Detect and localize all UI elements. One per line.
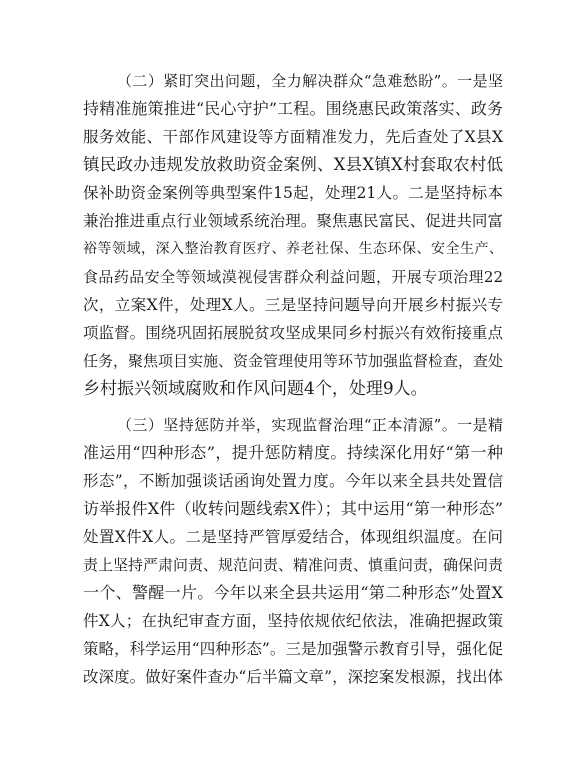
paragraph-line: 件X人；在执纪审查方面，坚持依规依纪依法，准确把握政策 xyxy=(83,612,503,630)
paragraph-line: 镇民政办违规发放救助资金案例、X县X镇X村套取农村低 xyxy=(83,155,503,174)
paragraph-line: 策略，科学运用“四种形态”。三是加强警示教育引导，强化促 xyxy=(83,640,503,658)
paragraph-line: 保补助资金案例等典型案件15起，处理21人。二是坚持标本 xyxy=(83,184,503,202)
paragraph-line: 次，立案X件，处理X人。三是坚持问题导向开展乡村振兴专 xyxy=(83,296,503,314)
paragraph-line: （二）紧盯突出问题，全力解决群众“急难愁盼”。一是坚 xyxy=(117,72,503,90)
paragraph-line: 持精准施策推进“民心守护”工程。围绕惠民政策落实、政务 xyxy=(83,99,503,118)
paragraph-line: 准运用“四种形态”，提升惩防精度。持续深化用好“第一种 xyxy=(83,443,503,462)
paragraph-line: 任务，聚焦项目实施、资金管理使用等环节加强监督检查，查处 xyxy=(83,352,503,370)
paragraph-line: 责上坚持严肃问责、规范问责、精准问责、慎重问责，确保问责 xyxy=(83,556,503,574)
paragraph-line: 裕等领域，深入整治教育医疗、养老社保、生态环保、安全生产、 xyxy=(83,241,503,257)
paragraph-line: 项监督。围绕巩固拓展脱贫攻坚成果同乡村振兴有效衔接重点 xyxy=(83,324,503,342)
paragraph-line: 一个、警醒一片。今年以来全县共运用“第二种形态”处置X xyxy=(83,583,503,602)
paragraph-line: 服务效能、干部作风建设等方面精准发力，先后查处了X县X xyxy=(83,128,503,146)
paragraph-line: 食品药品安全等领域漠视侵害群众利益问题，开展专项治理22 xyxy=(83,268,503,286)
paragraph-line: 改深度。做好案件查办“后半篇文章”，深挖案发根源，找出体 xyxy=(83,668,503,686)
paragraph-line: 形态”，不断加强谈话函询处置力度。今年以来全县共处置信 xyxy=(83,472,503,490)
paragraph-line: 乡村振兴领域腐败和作风问题4个，处理9人。 xyxy=(83,379,428,399)
paragraph-line: （三）坚持惩防并举，实现监督治理“正本清源”。一是精 xyxy=(117,416,503,434)
paragraph-line: 兼治推进重点行业领域系统治理。聚焦惠民富民、促进共同富 xyxy=(83,212,503,230)
paragraph-line: 处置X件X人。二是坚持严管厚爱结合，体现组织温度。在问 xyxy=(83,528,503,546)
paragraph-line: 访举报件X件（收转问题线索X件）；其中运用“第一种形态” xyxy=(83,499,503,518)
